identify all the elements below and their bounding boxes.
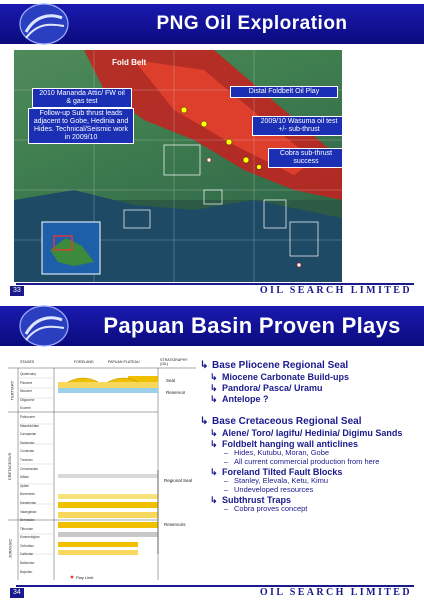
dash-bullet-icon: – <box>224 484 229 494</box>
stage-label: Oligocene <box>20 397 35 402</box>
oil-search-logo <box>18 304 70 348</box>
callout-wasuma: 2009/10 Wasuma oil test +/- sub-thrust <box>252 116 342 136</box>
stratigraphic-chart <box>8 354 196 586</box>
bullet-text: Hides, Kutubu, Moran, Gobe <box>234 448 330 457</box>
stage-label: Valanginian <box>20 509 37 514</box>
bullet-level2 <box>200 495 420 505</box>
stage-label: Maastrichtian <box>20 423 39 428</box>
spacer <box>200 404 420 412</box>
bullet-text: Foreland Tilted Fault Blocks <box>222 467 343 477</box>
dash-bullet-icon: – <box>224 504 229 513</box>
footer-company: OIL SEARCH LIMITED <box>259 285 412 296</box>
bullet-level1 <box>200 416 420 427</box>
stage-label: Quaternary <box>20 372 36 376</box>
bullet-text: Undeveloped resources <box>234 484 314 494</box>
arrow-bullet-icon: ↳ <box>210 383 218 393</box>
dash-bullet-icon: – <box>224 456 229 466</box>
bullet-text: Miocene Carbonate Build-ups <box>222 372 350 382</box>
period-cretaceous: CRETACEOUS <box>7 452 13 481</box>
stage-label: Turonian <box>20 457 33 462</box>
bullet-text: Antelope ? <box>222 394 269 404</box>
arrow-bullet-icon: ↳ <box>210 372 218 382</box>
label-reservoirs: Reservoirs <box>164 522 186 527</box>
page-number: 34 <box>10 588 24 598</box>
bullet-text: Foldbelt hanging wall anticlines <box>222 439 359 449</box>
stage-label: Albian <box>20 475 29 480</box>
bullet-level1 <box>200 360 420 371</box>
dash-bullet-icon: – <box>224 476 229 485</box>
bullet-level2 <box>200 428 420 438</box>
stage-label: Santonian <box>20 440 35 445</box>
bullet-text: All current commercial production from here <box>234 456 380 466</box>
bullet-text: Pandora/ Pasca/ Uramu <box>222 383 323 393</box>
stage-label: Berriasian <box>20 518 35 523</box>
stage-label: Miocene <box>20 389 33 394</box>
callout-cobra: Cobra sub-thrust success <box>268 148 342 168</box>
label-seal: Seal <box>166 378 176 383</box>
stage-label: Bathonian <box>20 561 35 566</box>
bullet-text: Subthrust Traps <box>222 495 292 505</box>
exploration-map <box>14 50 342 282</box>
slide-png-oil-exploration <box>0 0 424 297</box>
stage-label: Coniacian <box>20 449 35 454</box>
stage-label: Oxfordian <box>20 543 34 548</box>
stage-list <box>20 370 54 576</box>
bullet-text: Base Pliocene Regional Seal <box>212 360 349 371</box>
label-reservoir: Reservoir <box>166 390 186 395</box>
bullet-text: Base Cretaceous Regional Seal <box>212 416 362 427</box>
label-regional-seal: Regional Seal <box>164 478 193 483</box>
bullet-text: Stanley, Elevala, Ketu, Kimu <box>234 476 329 485</box>
bullet-level2 <box>200 372 420 382</box>
bullet-level2 <box>200 394 420 404</box>
fold-belt-label: Fold Belt <box>112 58 147 67</box>
bullet-level3 <box>200 505 420 514</box>
bullet-text: Alene/ Toro/ Iagifu/ Hedinia/ Digimu Sands <box>222 428 403 438</box>
stage-label: Campanian <box>20 432 37 437</box>
dash-bullet-icon: – <box>224 448 229 457</box>
header-papuan-plateau: PAPUAN PLATEAU <box>108 360 140 364</box>
bullet-text: Cobra proves concept <box>234 504 308 513</box>
slide-title: PNG Oil Exploration <box>156 13 348 34</box>
bullet-level2 <box>200 383 420 393</box>
footer-company: OIL SEARCH LIMITED <box>259 587 412 598</box>
stage-label: Tithonian <box>20 526 33 531</box>
plays-bullet-list <box>200 356 420 514</box>
header-foreland: FORELAND <box>74 360 94 364</box>
stage-label: Cenomanian <box>20 466 39 471</box>
stage-label: Aptian <box>20 483 30 488</box>
period-jurassic: JURASSIC <box>7 538 13 559</box>
stage-label: Barremian <box>20 492 35 497</box>
arrow-bullet-icon: ↳ <box>200 416 209 427</box>
slide-papuan-basin-plays <box>0 302 424 599</box>
page-number: 33 <box>10 286 24 296</box>
stage-label: Eocene <box>20 406 31 411</box>
callout-mananda: 2010 Mananda Attic/ FW oil & gas test <box>32 88 132 108</box>
header-stages: STAGES <box>20 360 35 364</box>
bullet-level3 <box>200 458 420 467</box>
oil-search-logo <box>18 2 70 46</box>
header-stratigraphy: STRATIGRAPHY (OIL) <box>160 358 188 366</box>
stage-label: Pliocene <box>20 380 33 385</box>
bullet-level3 <box>200 486 420 495</box>
stage-label: Kimmeridgian <box>20 535 40 540</box>
arrow-bullet-icon: ↳ <box>210 495 218 505</box>
arrow-bullet-icon: ↳ <box>210 394 218 404</box>
stage-label: Bajocian <box>20 569 33 574</box>
arrow-bullet-icon: ↳ <box>200 360 209 371</box>
legend-play-limit: Play Limit <box>76 575 94 580</box>
slide-title: Papuan Basin Proven Plays <box>103 313 401 338</box>
stage-label: Callovian <box>20 552 34 557</box>
arrow-bullet-icon: ↳ <box>210 428 218 438</box>
stage-label: Paleocene <box>20 414 36 419</box>
arrow-bullet-icon: ↳ <box>210 467 218 477</box>
arrow-bullet-icon: ↳ <box>210 439 218 449</box>
callout-distal-foldbelt: Distal Foldbelt Oil Play <box>230 86 338 98</box>
stage-label: Hauterivian <box>20 500 37 505</box>
period-tertiary: TERTIARY <box>9 380 15 401</box>
callout-subthrust-leads: Follow-up Sub thrust leads adjacent to Gobe, Hedinia and Hides. Technical/Seismic work in 2009/10 <box>28 108 134 144</box>
